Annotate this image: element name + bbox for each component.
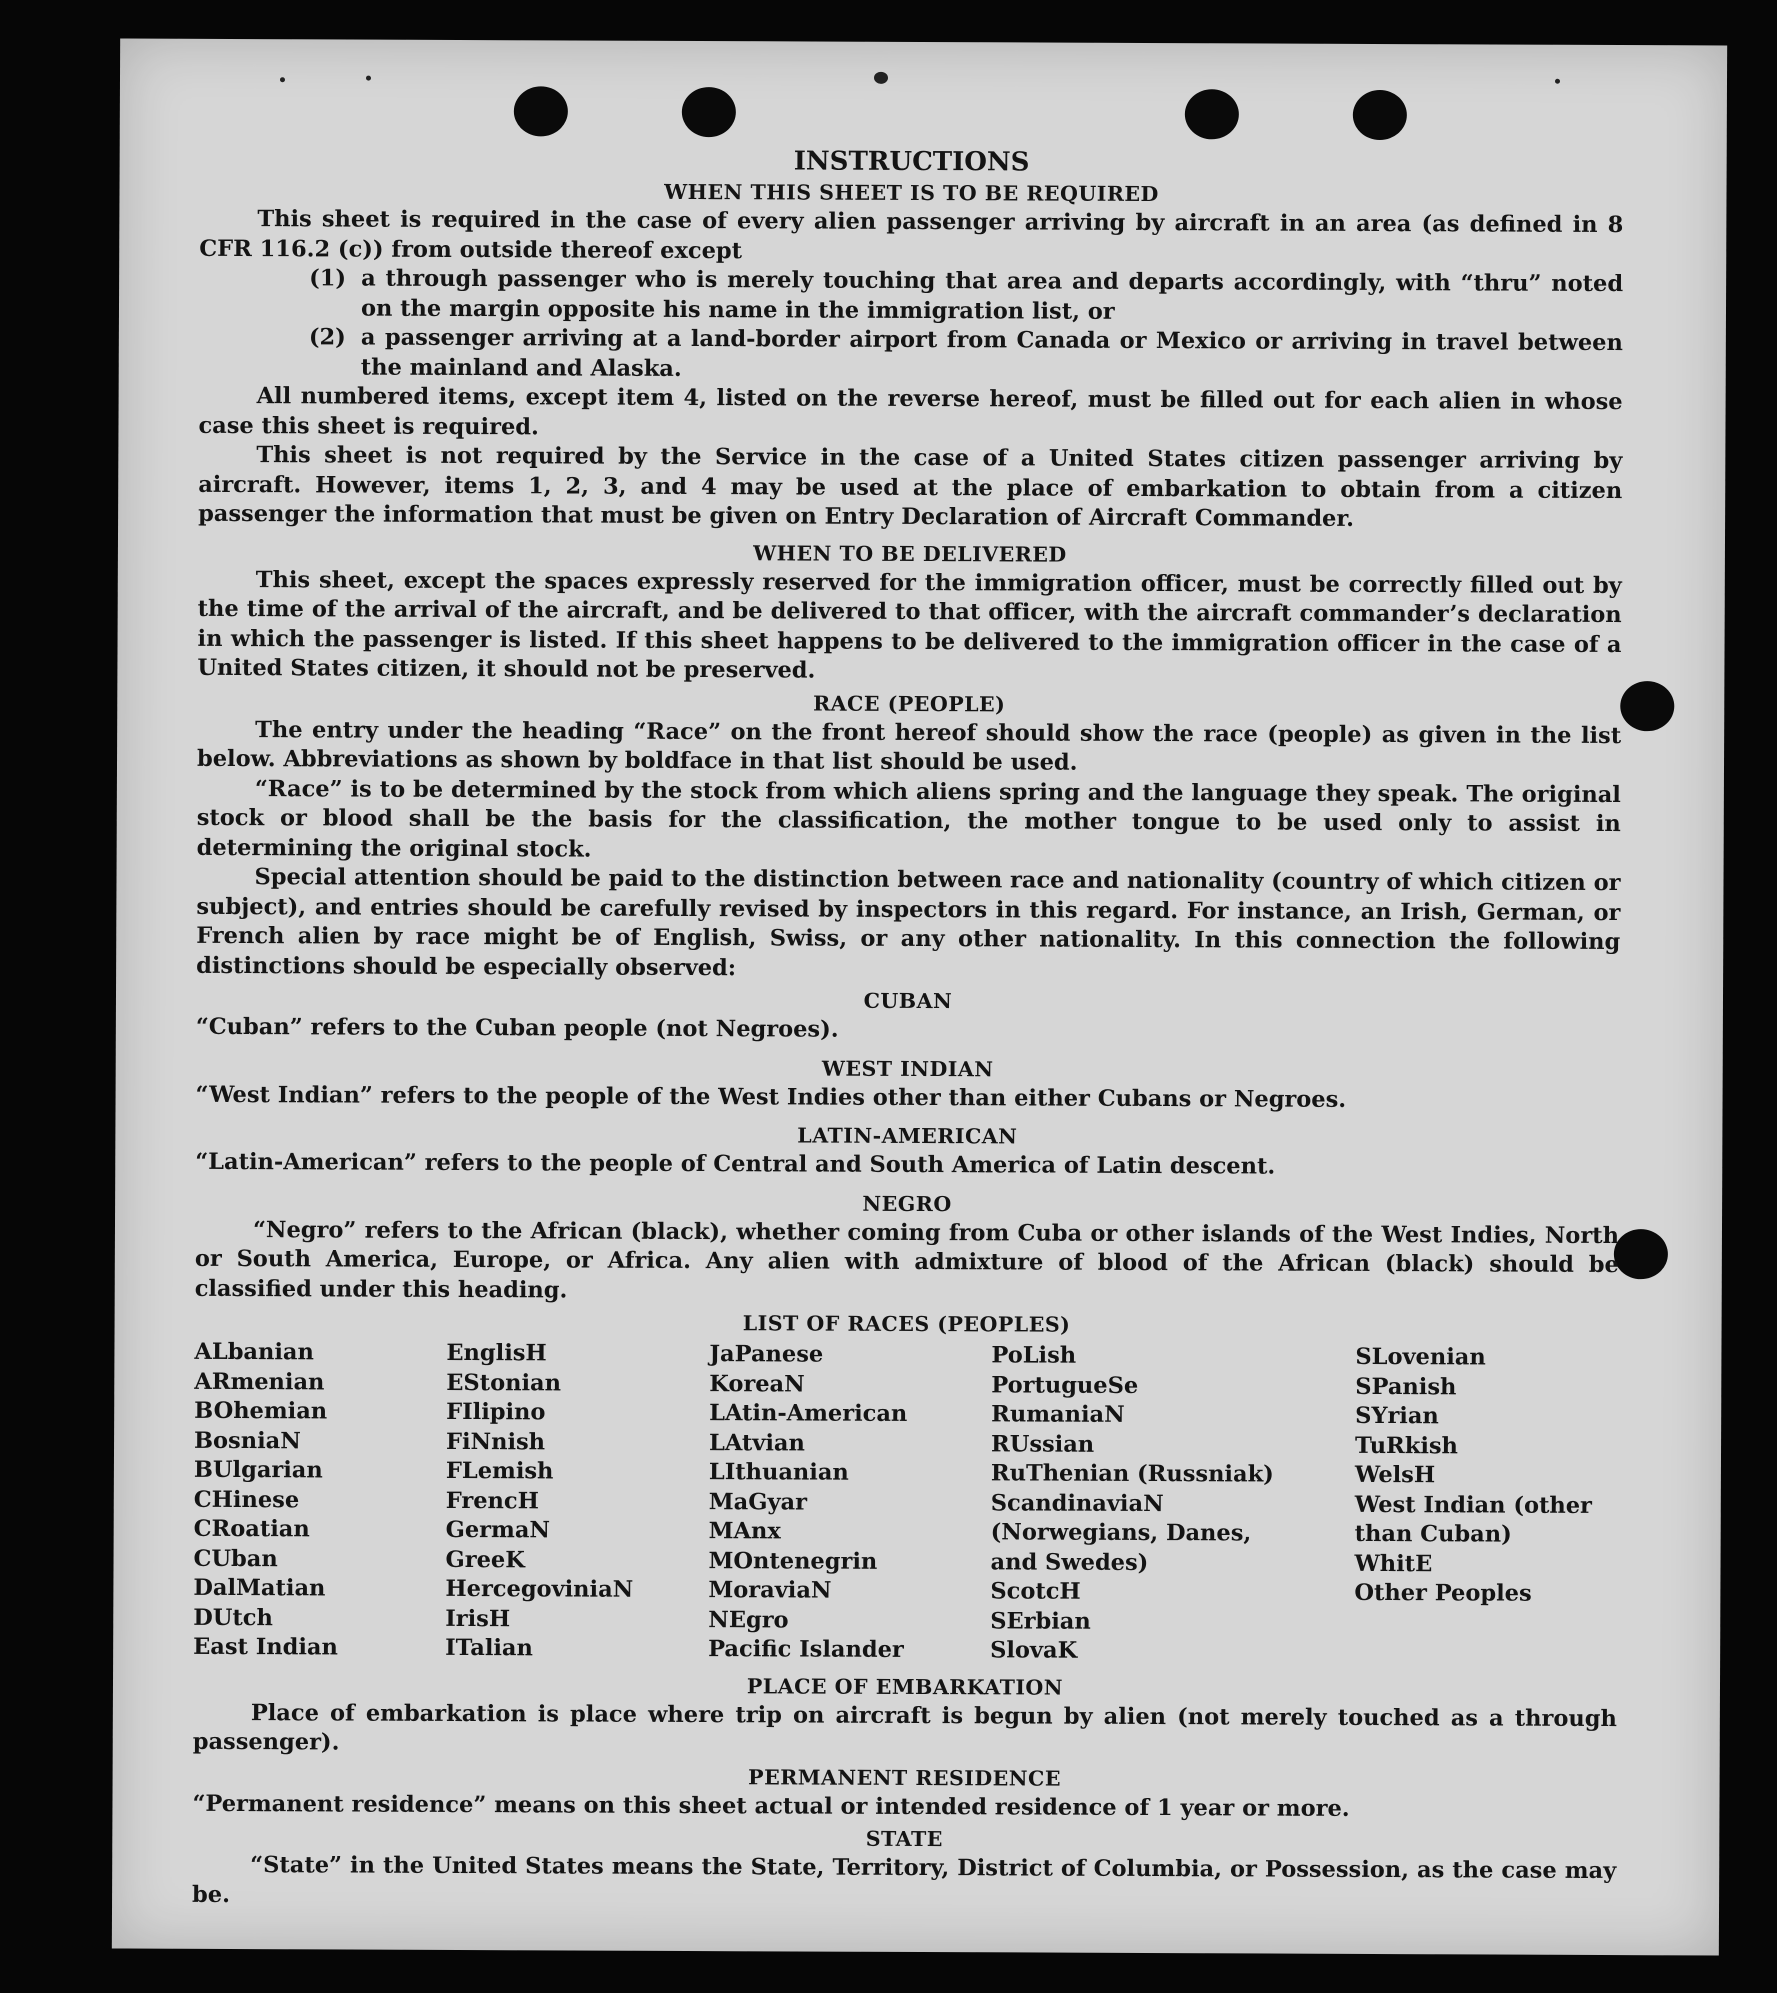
race-entry: FIlipino [446, 1398, 546, 1426]
punch-hole [1185, 89, 1239, 139]
race-entry: SLovenian [1355, 1343, 1486, 1371]
race-entry: DalMatian [193, 1574, 326, 1602]
punch-hole [682, 87, 736, 137]
race-entry: BosniaN [194, 1427, 301, 1454]
section-heading: LATIN-AMERICAN [797, 1123, 1018, 1149]
races-column [1354, 1343, 1618, 1669]
race-entry: GermaN [445, 1516, 551, 1544]
section-heading: RACE (PEOPLE) [813, 691, 1006, 716]
race-entry: IrisH [445, 1605, 511, 1632]
section-heading: NEGRO [862, 1191, 952, 1216]
race-entry: MoraviaN [708, 1577, 832, 1604]
race-entry: HercegoviniaN [445, 1575, 634, 1603]
section-heading: WEST INDIAN [821, 1056, 994, 1081]
page-title: INSTRUCTIONS [793, 146, 1030, 178]
paragraph: “Negro” refers to the African (black), whether coming from Cuba or other islands of the West Indies, North or South America, Europe, or Africa. Any alien with admixture of blood of the African (black) should be classified under this heading. [194, 1216, 1620, 1303]
race-entry: SErbian [990, 1607, 1091, 1635]
race-entry: LIthuanian [708, 1459, 849, 1486]
races-table [193, 1338, 1618, 1669]
race-entry: PoLish [991, 1342, 1077, 1369]
race-entry: DUtch [193, 1604, 273, 1631]
race-entry: BUlgarian [193, 1456, 323, 1484]
race-entry: Other Peoples [1354, 1579, 1532, 1607]
definition: “West Indian” refers to the people of the West Indies other than either Cubans or Negroes. [195, 1081, 1347, 1113]
race-entry: RumaniaN [991, 1401, 1125, 1428]
races-column [193, 1338, 446, 1664]
race-entry: SlovaK [990, 1637, 1078, 1664]
race-entry: CRoatian [193, 1515, 310, 1543]
definition: “Permanent residence” means on this sheet actual or intended residence of 1 year or more. [192, 1790, 1350, 1822]
races-column [708, 1340, 991, 1666]
paragraph: The entry under the heading “Race” on the front hereof should show the race (people) as given in the list below. Abbreviations as shown by boldface in that list should be used. [196, 716, 1622, 776]
section-heading: PLACE OF EMBARKATION [746, 1673, 1064, 1700]
paragraph: Place of embarkation is place where trip on aircraft is begun by alien (not merely touched as a through passenger). [192, 1699, 1617, 1756]
paragraph: All numbered items, except item 4, listed on the reverse hereof, must be filled out for each alien in whose case this sheet is required. [198, 383, 1623, 440]
race-entry: CUban [193, 1545, 278, 1572]
race-entry: Pacific Islander [708, 1636, 904, 1663]
race-entry: LAtin-American [709, 1400, 908, 1427]
race-entry: LAtvian [708, 1429, 805, 1457]
section-heading: STATE [865, 1826, 943, 1852]
race-entry: WhitE [1354, 1550, 1433, 1577]
race-entry: ALbanian [194, 1338, 314, 1366]
race-entry: SPanish [1355, 1373, 1457, 1400]
race-entry: FiNnish [445, 1428, 546, 1455]
race-entry: BOhemian [194, 1397, 328, 1425]
section-heading: WHEN TO BE DELIVERED [753, 540, 1067, 567]
race-entry: ScandinaviaN (Norwegians, Danes, and Swedes) [990, 1489, 1252, 1576]
race-entry: MaGyar [708, 1488, 808, 1516]
list-item: (2) a passenger arriving at a land-border airport from Canada or Mexico or arriving in travel between the mainland and Alaska. [308, 324, 1623, 382]
section-heading: WHEN THIS SHEET IS TO BE REQUIRED [664, 179, 1159, 207]
punch-hole [514, 86, 568, 136]
section-heading: PERMANENT RESIDENCE [748, 1764, 1062, 1791]
races-column [990, 1341, 1355, 1667]
punch-hole [1353, 90, 1407, 140]
race-entry: TuRkish [1354, 1432, 1459, 1459]
definition: “Cuban” refers to the Cuban people (not Negroes). [195, 1013, 839, 1043]
race-entry: CHinese [193, 1486, 300, 1513]
paragraph: This sheet is required in the case of every alien passenger arriving by aircraft in an area (as defined in 8 CFR 116.2 (c)) from outside thereof except [199, 206, 1624, 264]
race-entry: RUssian [990, 1430, 1095, 1458]
race-entry: EnglisH [446, 1339, 547, 1367]
race-entry: GreeK [445, 1546, 525, 1573]
race-entry: SYrian [1355, 1402, 1439, 1430]
race-entry: FLemish [445, 1457, 554, 1485]
race-entry: JaPanese [709, 1341, 824, 1368]
punch-hole [1620, 681, 1674, 731]
paragraph: This sheet, except the spaces expressly reserved for the immigration officer, must be correctly filled out by the time of the arrival of the aircraft, and be delivered to that officer, with the aircraft commander’s declaration in which the passenger is listed. If this sheet happens to be delivered to the immigration officer in the case of a United States citizen, it should not be preserved. [197, 566, 1622, 684]
race-entry: EStonian [446, 1369, 562, 1396]
race-entry: MOntenegrin [708, 1547, 878, 1575]
race-entry: East Indian [193, 1633, 338, 1661]
paragraph: This sheet is not required by the Service in the case of a United States citizen passenger arriving by aircraft. However, items 1, 2, 3, and 4 may be used at the place of embarkation to obtain from a citizen passenger the information that must be given on Entry Declaration of Aircraft Commander. [198, 442, 1623, 532]
instructions-text [192, 143, 1624, 1916]
race-entry: ITalian [445, 1634, 533, 1662]
section-heading: CUBAN [863, 988, 953, 1014]
race-entry: RuThenian (Russniak) [990, 1460, 1274, 1488]
list-item: (1) a through passenger who is merely touching that area and departs accordingly, with “thru” noted on the margin opposite his name in the immigration list, or [309, 265, 1624, 325]
section-heading: LIST OF RACES (PEOPLES) [742, 1311, 1071, 1337]
paragraph: “State” in the United States means the State, Territory, District of Columbia, or Possession, as the case may be. [192, 1852, 1617, 1908]
race-entry: MAnx [708, 1518, 781, 1545]
definition: “Latin-American” refers to the people of Central and South America of Latin descent. [195, 1148, 1276, 1180]
document-page [112, 39, 1727, 1956]
race-entry: ScotcH [990, 1578, 1081, 1605]
punch-hole [1614, 1229, 1668, 1279]
race-entry: West Indian (other than Cuban) [1354, 1491, 1593, 1548]
race-entry: FrencH [445, 1487, 539, 1514]
race-entry: PortugueSe [991, 1371, 1139, 1399]
paragraph: “Race” is to be determined by the stock from which aliens spring and the language they speak. The original stock or blood shall be the basis for the classification, the mother tongue to be used only to assist in determining the original stock. [196, 775, 1621, 863]
races-column [445, 1339, 709, 1665]
race-entry: KoreaN [709, 1370, 805, 1398]
race-entry: NEgro [708, 1606, 789, 1633]
paragraph: Special attention should be paid to the distinction between race and nationality (country of which citizen or subject), and entries should be carefully revised by inspectors in this regard. For instance, an Irish, German, or French alien by race might be of English, Swiss, or any other nationality. In this connection the following distinctions should be especially observed: [196, 864, 1621, 981]
race-entry: WelsH [1354, 1461, 1436, 1489]
race-entry: ARmenian [194, 1368, 325, 1395]
